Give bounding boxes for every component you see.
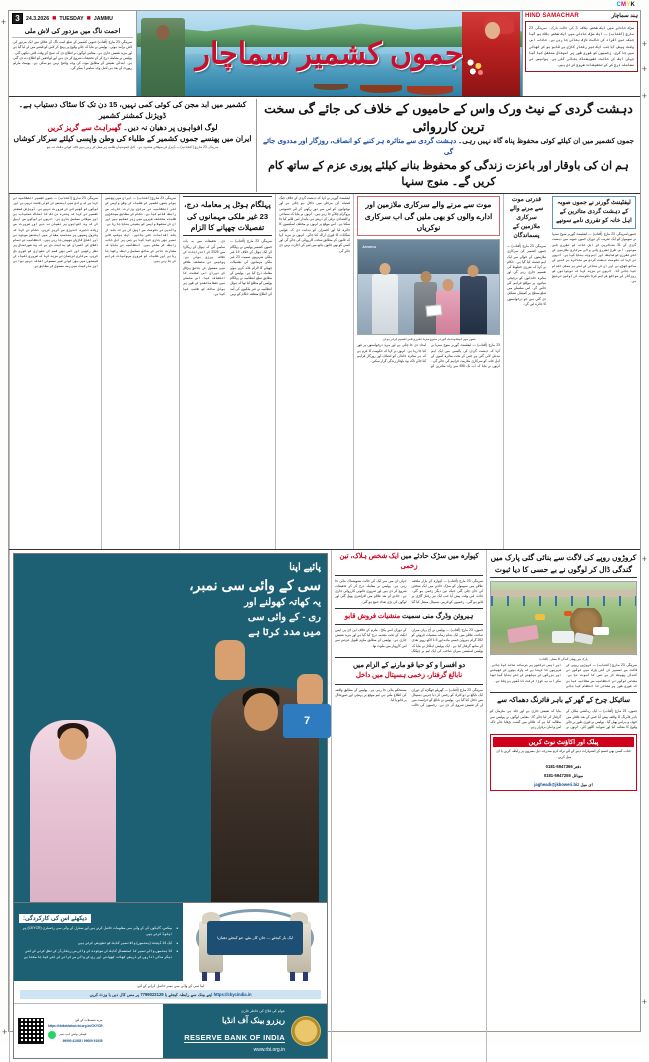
litter-item bbox=[552, 631, 574, 643]
masthead-right-box bbox=[522, 11, 640, 96]
hotel-case-headline: پہلگام ہوٹل پر معاملہ درج، 23 غیر ملکی مہمانوں کی تفصیلات چھپانے کا الزام bbox=[184, 200, 271, 232]
bottom-right-column bbox=[486, 550, 640, 1062]
contact-box-phone-1[interactable] bbox=[493, 761, 634, 770]
contact-box-title: پبلک اور اکاؤنٹ نوٹ کریں bbox=[493, 737, 634, 747]
column-7 bbox=[549, 194, 639, 549]
accident-headline-highlight: ایک شخص ہلاک، تین زخمی bbox=[339, 553, 418, 571]
lead-headline-2: ہم ان کی باوقار اور باعزت زندگی کو محفوظ بنانے کیلئے پوری عزم کے ساتھ کام کریں گے۔ منوج سنہا bbox=[268, 160, 629, 189]
crop-mark-right-1: + bbox=[641, 39, 647, 49]
natural-death-headline: قدرتی موت سے مرنے والے سرکاری ملازمین کے پسماندگان bbox=[509, 197, 544, 240]
ad-qr-url[interactable]: https://rbikehtahai.rbi.org.in/CKYCR bbox=[48, 1023, 103, 1028]
banner-left-line1: کشمیر میں ابد مجن کی کوئی کمی نہیں، 15 دن تک کا سٹاک دستیاب ہے۔ ڈویژنل کمشنر کشمیر bbox=[18, 100, 247, 121]
ad-woman-model bbox=[30, 720, 116, 902]
park-garbage-photo bbox=[490, 581, 637, 655]
officer-text: سرینگر، 23 مارچ (آفتاب) — گھریلو جھگڑے کے دوران ایک نابالغ نے دو افراد کو زخمی کر دیا جنہیں ہسپتال میں داخل کیا گیا ہے۔ پولیس نے نابالغ کو حراست میں لے کر تفتیش شروع کر دی ہے۔ زخمیوں کی حالت مستحکم بتائی جا رہی ہے۔ پولیس کے مطابق واقعہ کی اطلاع ملتے ہی ٹیم موقع پر پہنچی اور صورتحال پر قابو پا لیا۔ bbox=[335, 687, 483, 708]
hind-samachar-logo-en: HIND SAMACHAR bbox=[525, 13, 579, 19]
officer-headline bbox=[335, 661, 483, 684]
banner-left-line2-highlight: گھبراہٹ سے گریز کریں bbox=[47, 122, 122, 132]
rbi-tagline: عوام کی فلاح کی خاطر جاری bbox=[241, 1009, 285, 1014]
ad-qr-section bbox=[14, 1004, 163, 1058]
column-4 bbox=[275, 194, 353, 549]
divider-2 bbox=[335, 657, 483, 658]
boat-icon-1 bbox=[314, 84, 348, 90]
officer-headline-black: دو افسرا و کو حیا قو مارنے کے الزام میں bbox=[352, 662, 466, 670]
ad-mascot-ribbon-text: ایک بار کیجئے — جان کار بنئے، جو کیجئے دھیان! bbox=[207, 921, 303, 955]
stage-banner-text: Jammu bbox=[362, 244, 377, 250]
contact-box-phone-2[interactable] bbox=[493, 770, 634, 779]
ad-bullet-item: • 14 ہندسوں والے نمبر کا استعمال گاہک کی موجودہ کے وائی سی ریکارڈز کی نقل کرنے کے لئے دیگر مالی اداروں کے ذریعے کھاتہ کھولنے اور ری-کے وائی سی کرانے کے لئے کیا جا سکتا ہے bbox=[19, 949, 178, 960]
park-photo-caption: پارک میں پھیلی گندگی کا منظر۔ (آفتاب) bbox=[539, 656, 588, 661]
lg-appointment-headline: لیفٹیننٹ گورنر نے جموں صوبہ کے دہشت گردی متاثرین کے اہل خانہ کو تقرری نامے سونپے bbox=[556, 200, 632, 225]
column-7-text: جموں/سرینگر، 23 مارچ (آفتاب) — لیفٹیننٹ گورنر منوج سنہا نے سوموار کو ایک تقریب کے دوران جموں صوبہ میں دہشت گردی کے 31 متاثرین کے اہل خانہ کو تقرری نامے سونپے۔ اس طرح تقرری پانے والے سرکاری ملازمین کے لئے تقرری کو ضابطہ اور اہم وجہ بنایا گیا ہے۔ انہوں نے کہا کہ حکومت دہشت گردی سے متاثرہ ہر کنبے کے ساتھ کھڑی ہے اور ان کی بحالی کے لئے ہر ممکن اقدام کیا جائے گا۔ انہوں نے مزید کہا کہ نوجوانوں کو روزگار کے مواقع فراہم کرنا حکومت کی اولین ترجیح ہے۔ bbox=[552, 232, 636, 284]
qr-code-icon[interactable] bbox=[18, 1018, 44, 1044]
whatsapp-numbers: 99990 41935 / 99009 91935 bbox=[62, 1038, 103, 1043]
main-article-grid bbox=[9, 194, 640, 550]
column-4-text: لیفٹیننٹ گورنر نے کہا کہ دہشت گردی کے خلاف جنگ فیصلہ کن مرحلے میں داخل ہو چکی ہے اور نوجوانوں کو اس سے دور رکھنے کے لئے خصوصی پروگرام چلائے جا رہے ہیں۔ انہوں نے بتایا کہ سماجی و اقتصادی ترقی کے ذریعے ہی پائیدار امن قائم کیا جا سکتا ہے۔ اس موقع پر انہوں نے مختلف اسکیموں کا جائزہ لیا اور افسران کو ہدایت دی کہ عوامی شکایات کا فوری ازالہ کیا جائے۔ انہوں نے مزید کہا کہ قانون کے مطابق سخت کارروائی کی جائے گی اور کسی کو بھی قانون ہاتھ میں لینے کی اجازت نہیں دی جائے گی۔ bbox=[279, 196, 350, 253]
contact-phone-2-number[interactable]: 0181-5947255 bbox=[543, 773, 571, 779]
brief-headline: احمت ناگ میں مزدور کی لاش ملی bbox=[12, 26, 133, 38]
contact-phone-1-label: دفتر bbox=[573, 763, 582, 769]
whatsapp-row bbox=[48, 1031, 103, 1039]
hotel-case-headline-wrap bbox=[183, 196, 272, 236]
column-5 bbox=[353, 194, 503, 549]
crop-mark-right-3: + bbox=[641, 91, 647, 101]
divider-3 bbox=[490, 692, 637, 693]
masthead bbox=[9, 11, 640, 97]
rbi-text-block bbox=[169, 1009, 285, 1053]
banner-right bbox=[257, 99, 640, 192]
lead-subhead-emphasis: دہشت گردی سے متاثرہ ہر کنبے کو انصاف، روزگار اور مددوی جائے گی bbox=[263, 138, 457, 156]
ad-bullet-item: • ایک 14 ڈیجٹ (ہندسوں) والا نمبر گاہک کو تفویض کرتے ہیں bbox=[19, 941, 178, 947]
ad-bullet-list bbox=[19, 926, 178, 960]
ad-hero-text bbox=[84, 560, 321, 640]
figure-head bbox=[468, 265, 479, 277]
rbi-advertisement[interactable] bbox=[13, 553, 328, 1059]
park-text: سرینگر، 23 مارچ (آفتاب) — کروڑوں روپے کی لاگت سے تعمیر کی گئی پارک میں لوگوں نے گندگی پھینک کر بے حسی کا ثبوت دیا ہے۔ مقامی لوگوں نے انتظامیہ سے مطالبہ کیا ہے کہ فوری طور پر صفائی کا انتظام کیا جائے اور ایسی حرکتوں پر جرمانہ عائد کیا جائے۔ شہریوں کا کہنا ہے کہ پارک بچوں کے کھیلنے اور بزرگوں کے بیٹھنے کے لئے بنایا گیا تھا مگر اب یہ کوڑا کرکٹ کا ڈھیر بن چکا ہے۔ bbox=[490, 662, 637, 688]
crop-mark-right-4: + bbox=[641, 554, 647, 564]
lg-appointment-headline-box bbox=[552, 196, 636, 229]
coin-leg bbox=[290, 972, 295, 981]
banner-left-note: سرینگر، 23 مارچ (آفتاب) — ڈیزل کی سپلائی محدود ہے، آئل کمپنیاں طلب پر عمل کر رہی ہیں تاکہ کوئی دقت نہ ہو bbox=[46, 145, 219, 149]
official-figure-3 bbox=[460, 276, 487, 334]
jobs-headline: موت سے مرنے والے سرکاری ملازمین اور ادارے والوں کو بھی ملیں گی اب سرکاری نوکریاں bbox=[364, 200, 493, 232]
award-photo-caption: جموں میں لیفٹیننٹ گورنر منوج سنہا تقرری نامے تقسیم کرتے ہوئے۔ bbox=[381, 337, 476, 342]
hind-samachar-header bbox=[525, 13, 638, 21]
advertise-contact-box[interactable] bbox=[490, 734, 637, 791]
banner-row bbox=[9, 99, 640, 192]
boat-icon-2 bbox=[360, 85, 402, 93]
accident-headline-pre: کپوارہ میں سڑک حادثے میں bbox=[400, 553, 479, 561]
litter-item bbox=[564, 611, 572, 616]
banner-left bbox=[9, 99, 257, 192]
ad-line-3: یہ کھاتہ کھولنے اور bbox=[244, 597, 321, 609]
column-6 bbox=[503, 194, 549, 549]
column-6-text: سرینگر، 23 مارچ (آفتاب) — جموں کشمیر کی سرکاری ملازمتوں کے حوالے سے ایک اہم فیصلہ کیا گیا ہے۔ حکام نے کہا کہ تقرری خطوط کی تقسیم جاری رہے گی اور متاثرہ خاندانوں کو ترجیحی بنیادوں پر مواقع فراہم کئے جائیں گے۔ اس سلسلے میں ضلع سطح پر کمیٹیاں تشکیل دی گئی ہیں جو درخواستوں کا جائزہ لیں گی۔ bbox=[507, 244, 546, 306]
hind-samachar-logo-ur: ہند سماچار bbox=[611, 13, 638, 19]
whatsapp-icon bbox=[48, 1031, 56, 1039]
drugs-text: جموں، 23 مارچ (آفتاب) — پولیس نے آج یہاں میران صاحب علاقے میں ایک بدنام زمانہ منشیات فروش کو 262 گرام ہیروئن جیسے مادے اور 1.5 لاکھ روپے نقدی کے ساتھ گرفتار کیا ہے۔ ایک پولیس اہلکار نے بتایا کہ پولیس اسٹیشن میران صاحب کی ایک ٹیم نے چیکنگ کے دوران اسے پکڑا۔ ملزم کے خلاف این ڈی پی ایس ایکٹ کے تحت مقدمہ درج کیا گیا ہے اور مزید تفتیش جاری ہے۔ پولیس کے مطابق ملزم طویل عرصے سے اس کاروبار میں ملوث تھا۔ bbox=[335, 627, 483, 653]
contact-box-email-row[interactable] bbox=[493, 779, 634, 788]
ad-line-2: سی کے وائی سی نمبر، bbox=[189, 577, 321, 594]
publication-day: TUESDAY bbox=[59, 15, 84, 22]
page-content bbox=[8, 10, 641, 1054]
whatsapp-label: فیملی وٹس ایپ نمبر bbox=[59, 1032, 87, 1037]
lastcol-text: جموں، 23 مارچ (آفتاب) — ایک رہائشی مکان کے باہر فائرنگ کا واقعہ پیش آیا جس کے بعد علاقے میں خوف و ہراس پھیل گیا۔ پولیس نے فوری طور پر جائے وقوع کا معائنہ کیا اور شواہد اکٹھے کئے۔ انہوں نے بتایا کہ تفتیش جاری ہے اور جلد ہی ملزمان کو گرفتار کر لیا جائے گا۔ مقامی لوگوں نے پولیس سے مطالبہ کیا ہے کہ علاقے میں گشت بڑھایا جائے تاکہ امن و امان برقرار رہے۔ bbox=[490, 709, 638, 730]
official-figure-1 bbox=[372, 274, 398, 334]
hind-samachar-brief: سڑک حادثے میں ایک شخص ہلاک، 3 کی حالت نازک۔ سرینگر، 23 مارچ (آفتاب) — ایک سڑک حادثے میں ایک شخص ہلاک ہو گیا جبکہ تین افراد کی حالت نازک بتائی جا رہی ہے۔ حادثہ اس وقت پیش آیا جب ایک تیز رفتار گاڑی بے قابو ہو کر کھائی میں جا گری۔ زخمیوں کو فوری طور پر اسپتال منتقل کیا گیا جہاں ایک کی حالت تشویشناک بتائی گئی ہے۔ پولیس نے معاملہ درج کر کے تحقیقات شروع کر دی ہیں۔ bbox=[525, 21, 638, 72]
masthead-left-brief bbox=[9, 11, 137, 96]
banner-left-line3: ایران میں پھنسے جموں کشمیر کے طلباء کی وطن واپسی کیلئے سرکار کوشاں bbox=[13, 133, 252, 143]
crop-mark-right-2: + bbox=[641, 64, 647, 74]
publication-date: 24.3.2026 bbox=[26, 15, 50, 22]
figure-head bbox=[420, 271, 431, 283]
banner-left-line2-text: لوگ افواہوں پر دھیان نہ دیں۔ bbox=[123, 122, 218, 132]
man-face bbox=[244, 693, 278, 731]
litter-item bbox=[593, 627, 609, 635]
accident-text: سرینگر، 23 مارچ (آفتاب) — کپوارہ کے بازار ملحقہ علاقے میں سوموار کو سڑک حادثے میں ایک شخص کی جان چلی گئی جبکہ تین دیگر زخمی ہو گئے۔ حادثہ اس وقت پیش آیا جب ایک تیز رفتار گاڑی بے قابو ہو گئی۔ زخمیوں کو قریبی ہسپتال منتقل کیا گیا جہاں ان میں سے ایک کی حالت تشویشناک بتائی جا رہی ہے۔ پولیس نے معاملہ درج کر کے تحقیقات شروع کر دی ہیں اور ضروری قانونی کارروائی جاری ہے۔ حادثے کے بعد علاقے میں افراتفری پھیل گئی اور لوگوں کی بڑی تعداد جمع ہو گئی۔ bbox=[335, 578, 483, 604]
certificate-graphic bbox=[425, 304, 442, 317]
woman-face bbox=[59, 728, 87, 760]
ad-line-1: پائیے اپنا bbox=[289, 562, 321, 574]
masthead-banner bbox=[137, 11, 522, 96]
bottom-middle-column bbox=[331, 550, 486, 1062]
contact-email-label: ای میل bbox=[580, 782, 593, 788]
ad-footer bbox=[14, 1003, 327, 1058]
advertisement-column bbox=[9, 550, 331, 1062]
drugs-headline-pre: ہیروئن وڈرگ منی سمیت bbox=[402, 612, 474, 620]
column-3 bbox=[179, 194, 275, 549]
ad-bullet-item: • بینکس، گاہکوں کی کے وائی سی معلومات حاصل کرتے ہیں اور سنٹرل کے وائی سی رجسٹری (CKYCR) پر اپلوڈ کرتے ہیں bbox=[19, 926, 178, 937]
park-headline: کروڑوں روپے کی لاگت سے بنائی گئی پارک میں گندگی ڈال کر لوگوں نے بے حسی کا دیا ثبوت bbox=[490, 552, 637, 578]
ad-info-panel bbox=[14, 902, 327, 1058]
rbi-seal-icon bbox=[291, 1016, 321, 1046]
ad-contact-text: اپنے بینک سے رابطہ کیجئے یا 7799022129 پر مس کال دیں یا وزٹ کریں bbox=[89, 992, 213, 998]
figure-head bbox=[380, 263, 391, 275]
ad-contact-prompt: اپنا سی کے وائی سی نمبر حاصل کرانے کے لئے: bbox=[136, 984, 205, 989]
second-hand-graphic bbox=[297, 674, 323, 708]
award-ceremony-photo bbox=[357, 239, 500, 335]
publication-city: JAMMU bbox=[93, 15, 113, 22]
divider-1 bbox=[335, 608, 483, 609]
contact-phone-1-number[interactable]: 0181-5947366 bbox=[545, 763, 573, 769]
bottom-section bbox=[9, 550, 640, 1062]
rbi-website[interactable]: www.rbi.org.in bbox=[253, 1047, 285, 1054]
ad-line-4: ری - کے وائی سی bbox=[247, 612, 321, 624]
raised-hand-graphic bbox=[215, 640, 245, 680]
rbi-name-urdu: ریزرو بینک آف انڈیا bbox=[222, 1016, 285, 1026]
crop-mark-top-left: + bbox=[1, 17, 7, 27]
newspaper-title: جموں کشمیر سماچار bbox=[195, 37, 464, 70]
crop-mark-right-5: + bbox=[641, 997, 647, 1007]
column-3-text: سرینگر، 23 مارچ (آفتاب) — جموں کشمیر پولیس نے پہلگام کے ایک ہوٹل کے خلاف 19 غیر ملکی شہریوں سمیت 23 غیر ملکی مہمانوں کی تفصیلات چھپانے کا الزام عائد کرتے ہوئے معاملہ درج کیا ہے۔ پولیس کے مطابق ضلع انتظامیہ نے پہلگام پولیس کو مطلع کیا تھا کہ ہوٹل انتظامیہ نے غیر ملکیوں کی آمد کی اطلاع متعلقہ حکام کو نہیں دی۔ تحقیقات میں یہ بات سامنے آئی کہ ہوٹل کے ریکارڈ میں 2025 کے اندراجات کی خلاف ورزی ہوئی ہے۔ پولیس نے متعلقہ علاقے میں معمول کی جانچ پڑتال کے دوران اس غفلت کا انکشاف کیا۔ اس سلسلے میں حفظ ماتقدم کے طور پر ہوٹل مالک کو طلب کیا گیا ہے۔ bbox=[183, 239, 272, 296]
lastcol-headline: سائیکل چرخ کے گھر کے باہر فائرنگ دھماکہ سے bbox=[497, 697, 630, 705]
ad-qr-label: مزید تفصیلات کے لئے: bbox=[74, 1018, 103, 1023]
jobs-headline-box bbox=[357, 196, 500, 236]
officer-headline-red: نابالغ گرفتار، زخمی ہسپتال میں داخل bbox=[355, 672, 463, 680]
column-2-text: سرینگر، 23 مارچ (آفتاب) — ایران میں پھنسے ہوئے جموں کشمیر کے طلباء کی وطن واپسی کے لئے انتظامیہ نے مرکزی وزارت خارجہ سے رابطہ قائم کیا ہے۔ حکام کے مطابق سینکڑوں طلباء مختلف شہروں میں زیر تعلیم ہیں اور ان کی محفوظ واپسی کو یقینی بنایا جا رہا ہے۔ والدین نے حکومت سے اپیل کی ہے کہ جلد از جلد اقدامات کئے جائیں۔ ایک ہیلپ لائن نمبر بھی جاری کیا گیا ہے جس پر اہل خانہ رابطہ کر سکتے ہیں۔ انتظامیہ نے بتایا کہ سفارت خانے کے ساتھ مسلسل رابطہ رکھا جا رہا ہے اور طلباء کو ضروری سہولیات فراہم کی جا رہی ہیں۔ bbox=[105, 196, 176, 264]
column-5-text: 23 مارچ (آفتاب) — لیفٹیننٹ گورنر منوج سنہا نے کہا کہ دہشت گردی کی پالیسی میں ایک اہم تبدیلی لائی گئی ہے جس کے تحت متاثرہ کنبوں کے اہل خانہ کو سرکاری ملازمت فراہم کی جائے گی۔ انہوں نے بتایا کہ اب تک 458 سے زائد متاثرین کو امداد دی جا چکی ہے اور مزید درخواستوں پر غور کیا جا رہا ہے۔ انہوں نے کہا کہ حکومت کا عزم ہے کہ ہر متاثرہ خاندان کو انصاف اور روزگار فراہم کیا جائے تاکہ وہ باوقار زندگی گزار سکیں۔ bbox=[357, 343, 500, 369]
cmyk-registration-mark: CMYK bbox=[616, 2, 635, 8]
ad-info-row bbox=[14, 903, 327, 981]
ad-number-card: 7 bbox=[283, 704, 331, 738]
rbi-name-english: RESERVE BANK OF INDIA bbox=[184, 1033, 285, 1043]
accident-headline bbox=[335, 552, 483, 575]
column-1 bbox=[9, 194, 101, 549]
banner-headlines bbox=[9, 97, 640, 194]
ad-bullets-panel bbox=[14, 903, 183, 981]
rbi-logo-section bbox=[163, 1004, 327, 1058]
figure-head bbox=[442, 279, 453, 291]
column-2 bbox=[101, 194, 179, 549]
ad-line-5: میں مدد کرتا ہے bbox=[248, 627, 321, 639]
crop-mark-bottom-left: + bbox=[2, 1027, 8, 1037]
column-1-text: سرینگر، 23 مارچ (آفتاب) — جموں کشمیر انتظامیہ نے کہا ہے کہ وادی میں ایندھن کی کوئی قلت نہیں ہے اور لوگوں کو گھبرانے کی ضرورت نہیں ہے۔ ڈویژنل کمشنر کشمیر نے کہا کہ پندرہ دن تک کا اسٹاک دستیاب ہے اور سپلائی مسلسل جاری ہے۔ انہوں نے لوگوں سے اپیل کی کہ وہ افواہوں پر دھیان نہ دیں اور ضرورت سے زیادہ ذخیرہ اندوزی سے گریز کریں۔ حکام نے کہا کہ پٹرول پمپوں پر مناسب مقدار میں ایندھن موجود ہے اور اضافی گاڑیاں بھیجی جا رہی ہیں۔ انتظامیہ نے تمام اضلاع کے افسران کو ہدایت دی ہے کہ وہ صورتحال پر نظر رکھیں اور کسی بھی قسم کی دشواری کو فوری حل کریں۔ سرکاری ترجمان نے مزید کہا کہ ضروری اشیاء کی قیمتوں میں بھی کوئی غیر معمولی اضافہ نہیں ہوا ہے اور مارکیٹ میں رسد معمول کے مطابق ہے۔ bbox=[13, 196, 98, 269]
coin-leg bbox=[215, 972, 220, 981]
drugs-headline bbox=[335, 612, 483, 625]
brief-body: سرینگر، 23 مارچ (آفتاب) جنوبی کشمیر کے ضلع اننت ناگ کے علاقے میں ایک مزدور کی لاش برآمد ہوئی۔ پولیس نے بتایا کہ جائے وقوع پر پہنچ کر لاش کو قبضے میں لے لیا گیا ہے اور مزید تفتیش جاری ہے۔ مقامی لوگوں نے اطلاع دی کہ صبح کے وقت لاش دیکھی گئی۔ پولیس نے معاملہ درج کر کے تحقیقات شروع کر دی ہیں اور لواحقین کو اطلاع دے دی گئی ہے۔ ابتدائی تفتیش کے مطابق موت کی وجہ واضح نہیں ہو سکی ہے۔ پوسٹ مارٹم رپورٹ کے بعد ہی اصل وجہ سامنے آ سکے گی۔ bbox=[13, 40, 132, 71]
boat-icon-3 bbox=[407, 86, 453, 95]
coin-leg bbox=[202, 972, 207, 981]
litter-item bbox=[507, 624, 539, 643]
drugs-headline-highlight: منشیات فروش قابو bbox=[344, 612, 401, 620]
banner-left-line2 bbox=[12, 122, 253, 133]
dateline: 3 24.3.2026 ■ TUESDAY ■ JAMMU bbox=[12, 13, 133, 26]
page-number-badge: 3 bbox=[12, 13, 23, 24]
lead-headline: دہشت گردی کے نیٹ ورک واس کے حامیوں کے خلاف کی جائے گی سخت ترین کارروائی bbox=[264, 102, 633, 135]
contact-phone-2-label: موبائل bbox=[572, 773, 584, 779]
park-fence bbox=[491, 596, 636, 606]
ad-bullets-title: دیکھئے اس کی کارکردگی: bbox=[19, 914, 91, 923]
lead-subhead bbox=[261, 137, 636, 158]
ad-mascot-panel bbox=[183, 903, 327, 981]
contact-box-body: جناب کسی بھی قسم کے اشتہارات دینے کے لئے براہ کرم مندرجہ ذیل نمبروں پر رابطہ کریں یا ای میل کریں۔ bbox=[496, 749, 631, 760]
contact-email-address[interactable]: jagheadi@jkboweri.biz bbox=[534, 782, 580, 788]
litter-item bbox=[535, 614, 545, 620]
coin-leg bbox=[303, 972, 308, 981]
ad-contact-bar[interactable] bbox=[20, 990, 321, 999]
ad-hero bbox=[14, 554, 327, 902]
ad-contact-url[interactable]: https://ckycindia.in bbox=[213, 992, 252, 998]
ad-qr-text bbox=[48, 1018, 103, 1044]
lead-subhead-pre: جموں کشمیر میں ان کیلئے کوئی محفوظ پناہ گاہ نہیں رہی۔ bbox=[458, 138, 634, 146]
